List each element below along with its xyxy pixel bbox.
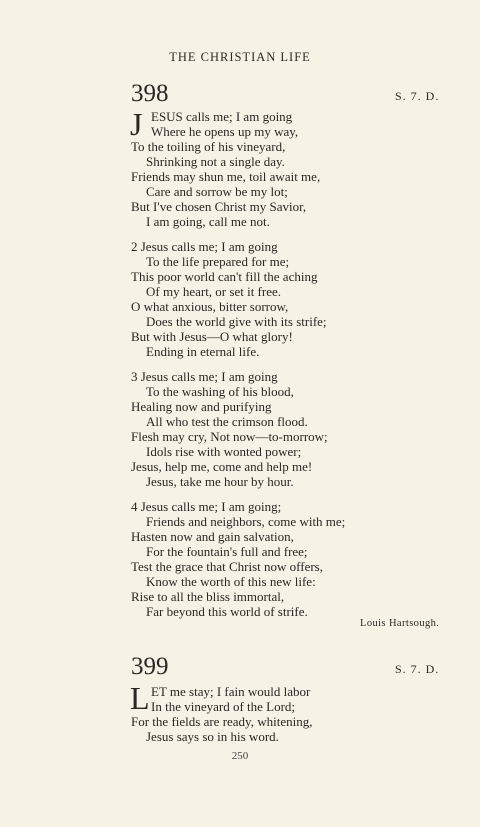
hymn-line: Test the grace that Christ now offers, <box>131 559 323 574</box>
hymn-line: I am going, call me not. <box>146 214 270 229</box>
hymn-line: Friends may shun me, toil await me, <box>131 169 321 184</box>
hymn-author: Louis Hartsough. <box>360 618 440 629</box>
hymn-line: Flesh may cry, Not now—to-morrow; <box>131 429 328 444</box>
hymn-line: Far beyond this world of strife. <box>146 604 308 619</box>
hymn-line: Of my heart, or set it free. <box>146 284 282 299</box>
hymn-line: Does the world give with its strife; <box>146 314 327 329</box>
drop-cap: J <box>130 106 143 142</box>
hymn-line: But I've chosen Christ my Savior, <box>131 199 307 214</box>
hymn-line: In the vineyard of the Lord; <box>151 699 296 714</box>
hymn-line: Ending in eternal life. <box>146 344 260 359</box>
hymn-line: Care and sorrow be my lot; <box>146 184 288 199</box>
hymn-line: For the fields are ready, whitening, <box>131 714 313 729</box>
hymn-line: Rise to all the bliss immortal, <box>131 589 285 604</box>
page-number: 250 <box>231 750 249 762</box>
hymn-meter: S. 7. D. <box>395 89 440 103</box>
hymn-line: To the washing of his blood, <box>146 384 294 399</box>
hymn-line: To the toiling of his vineyard, <box>131 139 286 154</box>
hymn-line: Jesus says so in his word. <box>146 729 279 744</box>
hymn-line: Friends and neighbors, come with me; <box>146 514 346 529</box>
hymn-line: Jesus, take me hour by hour. <box>146 474 294 489</box>
hymn-line: ESUS calls me; I am going <box>151 109 293 124</box>
hymn-line: But with Jesus—O what glory! <box>131 329 293 344</box>
hymn-line: All who test the crimson flood. <box>146 414 308 429</box>
hymn-line: Healing now and purifying <box>131 399 272 414</box>
hymn-meter: S. 7. D. <box>395 662 440 676</box>
hymn-line: Jesus, help me, come and help me! <box>131 459 313 474</box>
hymn-line: 4 Jesus calls me; I am going; <box>131 499 282 514</box>
hymn-line: Know the worth of this new life: <box>146 574 316 589</box>
hymn-line: Where he opens up my way, <box>151 124 299 139</box>
running-head: THE CHRISTIAN LIFE <box>169 50 311 64</box>
hymn-line: This poor world can't fill the aching <box>131 269 318 284</box>
drop-cap: L <box>130 680 150 716</box>
hymn-line: 3 Jesus calls me; I am going <box>131 369 278 384</box>
hymn-line: 2 Jesus calls me; I am going <box>131 239 278 254</box>
hymn-line: O what anxious, bitter sorrow, <box>131 299 289 314</box>
hymn-line: Shrinking not a single day. <box>146 154 285 169</box>
hymn-line: Idols rise with wonted power; <box>146 444 302 459</box>
hymn-line: For the fountain's full and free; <box>146 544 308 559</box>
hymn-line: Hasten now and gain salvation, <box>131 529 294 544</box>
hymn-number: 399 <box>131 653 169 680</box>
hymn-line: ET me stay; I fain would labor <box>151 684 311 699</box>
hymn-line: To the life prepared for me; <box>146 254 290 269</box>
hymn-number: 398 <box>131 80 169 107</box>
